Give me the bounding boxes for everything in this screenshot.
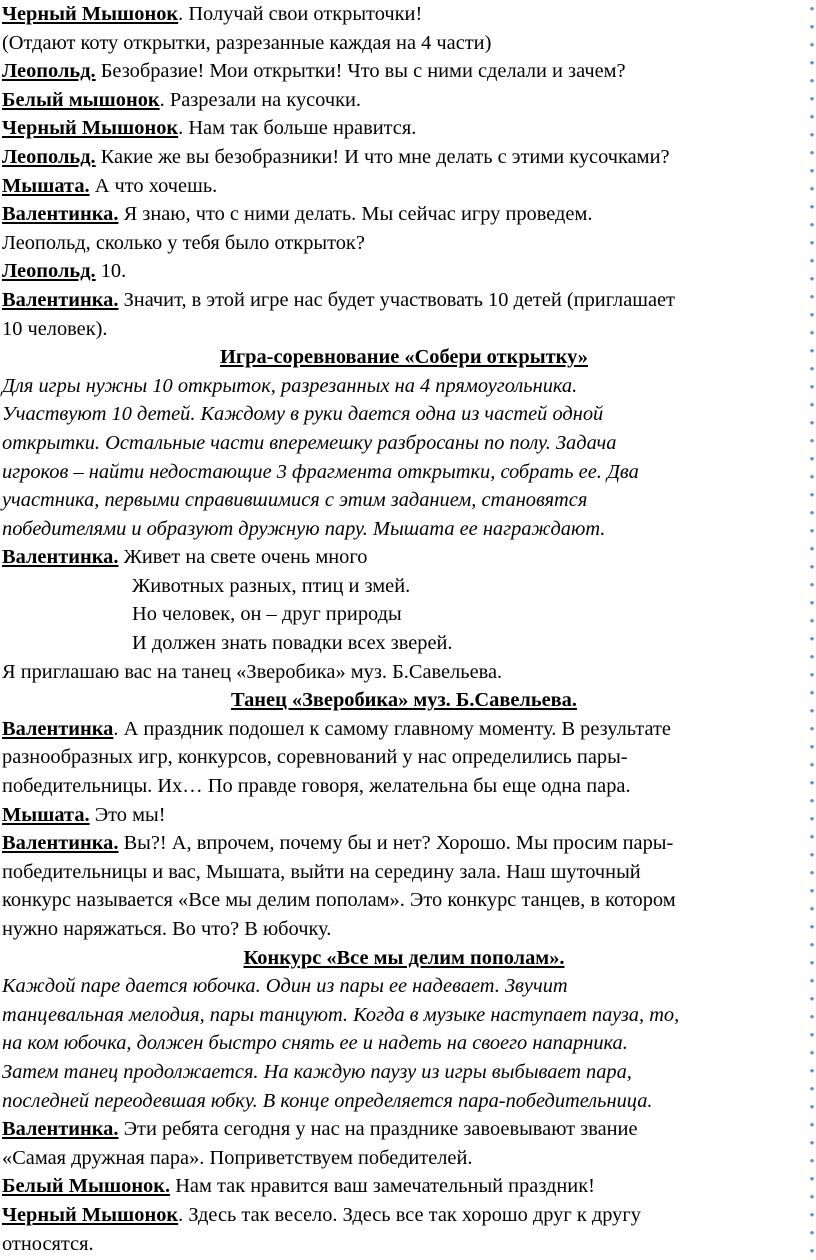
script-line <box>0 829 808 858</box>
line-text: Леопольд, сколько у тебя было открыток? <box>2 231 365 254</box>
line-text: победительницы. Их… По правде говоря, желательна бы еще одна пара. <box>2 775 631 798</box>
speaker-name: Белый мышонок <box>2 88 160 111</box>
line-text: Я знаю, что с ними делать. Мы сейчас игру проведем. <box>118 203 593 226</box>
instruction-line <box>0 429 808 458</box>
line-text: последней переодевшая юбку. В конце определяется пара-победительница. <box>2 1089 653 1112</box>
line-text: нужно наряжаться. Во что? В юбочку. <box>2 918 332 940</box>
speaker-name: Леопольд. <box>2 260 96 283</box>
speaker-name: Белый Мышонок. <box>2 1175 171 1198</box>
line-text: разнообразных игр, конкурсов, соревнований у нас определились пары- <box>2 746 628 769</box>
script-line-continuation <box>0 1144 808 1173</box>
speaker-name: Черный Мышонок <box>2 1203 179 1226</box>
script-line-continuation <box>0 915 808 944</box>
line-text: Вы?! А, впрочем, почему бы и нет? Хорошо. Мы просим пары- <box>118 832 674 855</box>
script-line <box>0 114 808 143</box>
line-text: Нам так нравится ваш замечательный праздник! <box>170 1175 595 1198</box>
script-line <box>0 286 808 315</box>
script-line-continuation <box>0 858 808 887</box>
poem-line <box>0 572 808 601</box>
script-line <box>0 543 808 572</box>
speaker-name: Леопольд. <box>2 145 96 168</box>
script-line-continuation <box>0 772 808 801</box>
line-text: Живет на свете очень много <box>118 546 368 569</box>
poem-line <box>0 600 808 629</box>
instruction-line <box>0 1058 808 1087</box>
script-line <box>0 143 808 172</box>
line-text: Каждой паре дается юбочка. Один из пары ее надевает. Звучит <box>2 975 568 998</box>
script-line <box>0 257 808 286</box>
page-edge-decoration: • • • • • • • • • • • • • • • • • • • • • • • • • • • • • • • • • • • • • • • • • • • • • • • • • • • • • • • • • • • • • • • • • • • • • • <box>809 1 815 1258</box>
instruction-line <box>0 515 808 544</box>
script-line <box>0 1201 808 1230</box>
heading-text: Игра-соревнование «Собери открытку» <box>220 346 588 369</box>
line-text: Затем танец продолжается. На каждую паузу из игры выбывает пара, <box>2 1060 632 1083</box>
line-text: «Самая дружная пара». Поприветствуем победителей. <box>2 1146 473 1169</box>
line-text: Значит, в этой игре нас будет участвовать 10 детей (приглашает <box>118 288 675 311</box>
script-line <box>0 172 808 201</box>
speaker-name: Мышата. <box>2 803 90 826</box>
script-line <box>0 200 808 229</box>
script-line <box>0 1172 808 1201</box>
speaker-name: Валентинка. <box>2 546 119 569</box>
heading-text: Танец «Зверобика» муз. Б.Савельева. <box>231 689 577 712</box>
script-line-continuation <box>0 315 808 344</box>
line-text: Эти ребята сегодня у нас на празднике завоевывают звание <box>118 1118 638 1141</box>
line-text: танцевальная мелодия, пары танцуют. Когда в музыке наступает пауза, то, <box>2 1003 680 1026</box>
line-text: И должен знать повадки всех зверей. <box>132 632 453 655</box>
speaker-name: Мышата. <box>2 174 90 197</box>
line-text: . Здесь так весело. Здесь все так хорошо друг к другу <box>178 1203 641 1226</box>
line-text: открытки. Остальные части вперемешку разбросаны по полу. Задача <box>2 431 617 454</box>
instruction-line <box>0 1087 808 1116</box>
script-line <box>0 1115 808 1144</box>
instruction-line <box>0 486 808 515</box>
script-line-continuation <box>0 1230 808 1259</box>
line-text: . А праздник подошел к самому главному моменту. В результате <box>113 717 671 740</box>
line-text: Безобразие! Мои открытки! Что вы с ними сделали и зачем? <box>95 60 626 83</box>
speaker-name: Черный Мышонок <box>2 117 179 140</box>
line-text: Животных разных, птиц и змей. <box>132 574 411 597</box>
speaker-name: Валентинка. <box>2 288 119 311</box>
script-line <box>0 0 808 29</box>
script-line-continuation <box>0 886 808 915</box>
speaker-name: Валентинка. <box>2 832 119 855</box>
instruction-line <box>0 1001 808 1030</box>
line-text: Это мы! <box>89 803 166 826</box>
speaker-name: Черный Мышонок <box>2 3 179 25</box>
line-text: участника, первыми справившимися с этим заданием, становятся <box>2 489 588 512</box>
line-text: Какие же вы безобразники! И что мне делать с этими кусочками? <box>95 145 670 168</box>
script-line <box>0 86 808 115</box>
instruction-line <box>0 400 808 429</box>
script-line-continuation <box>0 229 808 258</box>
line-text: 10 человек). <box>2 317 108 340</box>
speaker-name: Валентинка. <box>2 1118 119 1141</box>
line-text: победителями и образуют дружную пару. Мышата ее награждают. <box>2 517 606 540</box>
line-text: 10. <box>95 260 127 283</box>
script-line <box>0 715 808 744</box>
script-line <box>0 57 808 86</box>
line-text: . Нам так больше нравится. <box>178 117 417 140</box>
instruction-line <box>0 972 808 1001</box>
section-heading <box>0 686 808 715</box>
speaker-name: Леопольд. <box>2 60 96 83</box>
line-text: (Отдают коту открытки, разрезанные каждая на 4 части) <box>2 31 492 54</box>
speaker-name: Валентинка <box>2 717 114 740</box>
line-text: победительницы и вас, Мышата, выйти на середину зала. Наш шуточный <box>2 860 641 883</box>
line-text: . Получай свои открыточки! <box>178 3 423 25</box>
line-text: относятся. <box>2 1232 94 1255</box>
heading-text: Конкурс «Все мы делим пополам». <box>243 946 565 969</box>
line-text: Но человек, он – друг природы <box>132 603 402 626</box>
section-heading <box>0 944 808 973</box>
section-heading <box>0 343 808 372</box>
instruction-line <box>0 372 808 401</box>
script-line <box>0 801 808 830</box>
instruction-line <box>0 458 808 487</box>
poem-line <box>0 629 808 658</box>
line-text: . Разрезали на кусочки. <box>159 88 362 111</box>
script-line-continuation <box>0 658 808 687</box>
line-text: игроков – найти недостающие 3 фрагмента открытки, собрать ее. Два <box>2 460 639 483</box>
stage-direction <box>0 29 808 58</box>
line-text: Для игры нужны 10 открыток, разрезанных на 4 прямоугольника. <box>2 374 578 397</box>
line-text: Участвуют 10 детей. Каждому в руки дается одна из частей одной <box>2 403 604 426</box>
line-text: Я приглашаю вас на танец «Зверобика» муз. Б.Савельева. <box>2 660 503 683</box>
line-text: на ком юбочка, должен быстро снять ее и надеть на своего напарника. <box>2 1032 628 1055</box>
line-text: конкурс называется «Все мы делим пополам». Это конкурс танцев, в котором <box>2 889 676 912</box>
line-text: А что хочешь. <box>89 174 218 197</box>
instruction-line <box>0 1029 808 1058</box>
script-line-continuation <box>0 743 808 772</box>
speaker-name: Валентинка. <box>2 203 119 226</box>
